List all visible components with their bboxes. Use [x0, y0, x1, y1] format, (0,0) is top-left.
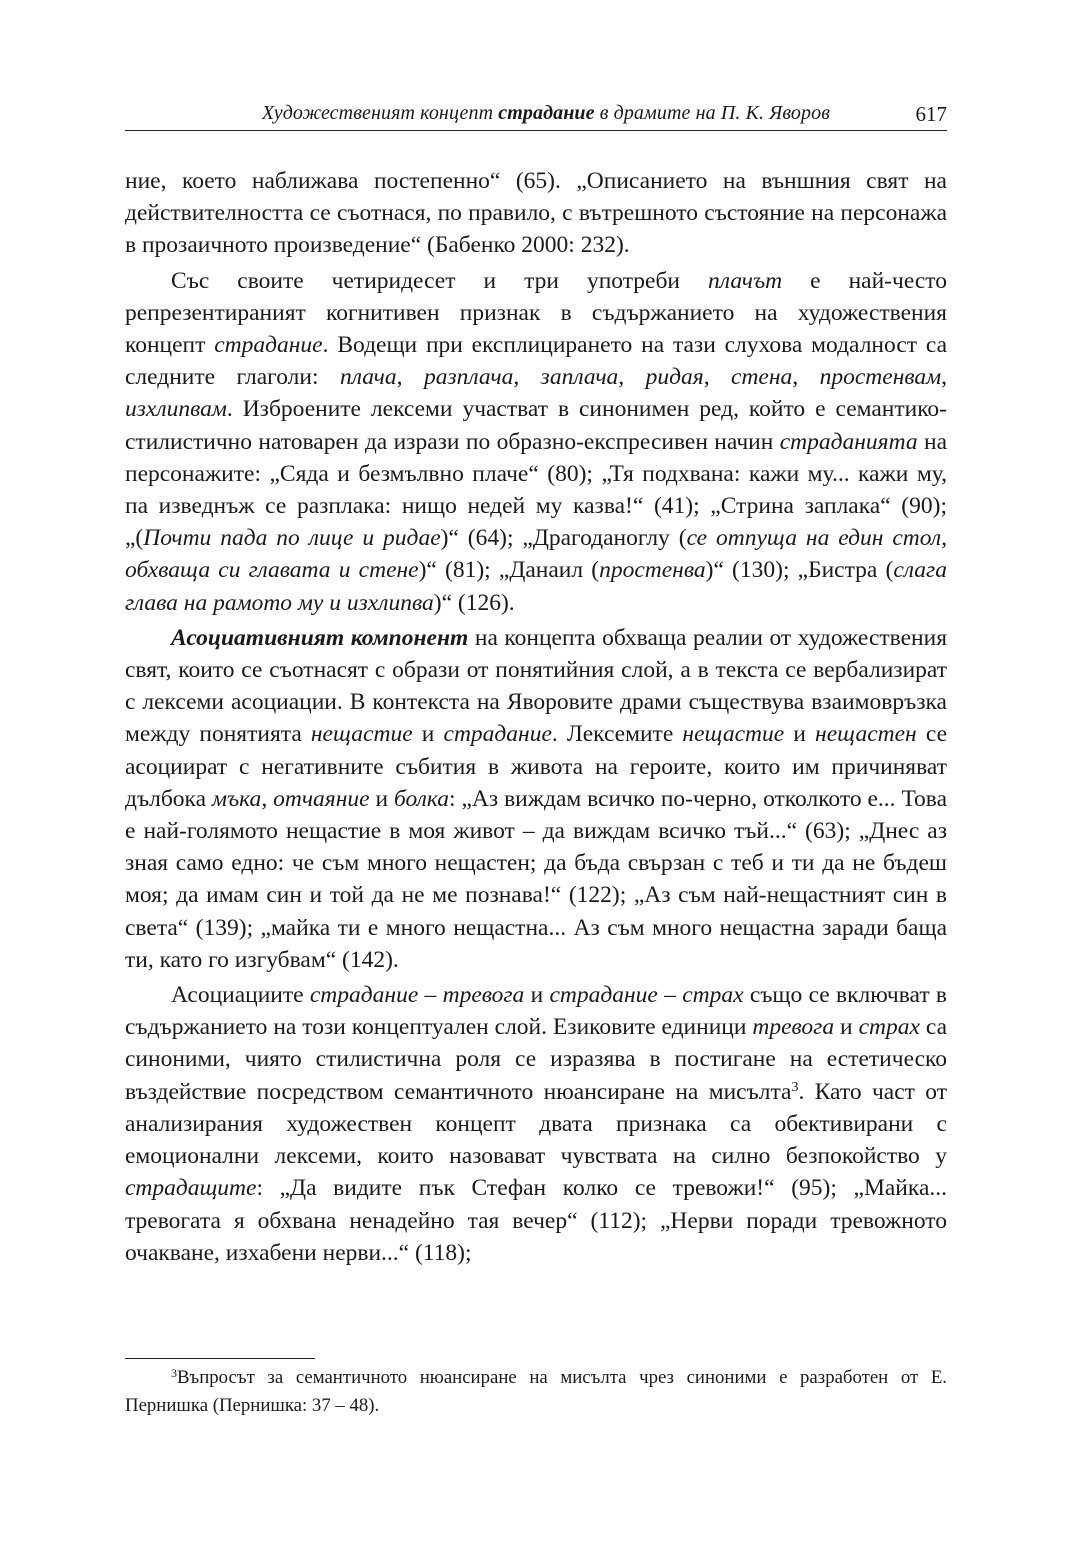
text-run: )“ (81); „Данаил (	[418, 557, 600, 584]
text-run: . Лексемите	[551, 721, 683, 748]
italic-term: плачът	[708, 267, 783, 294]
text-run: ние, което наближава постепенно“ (65). „Описанието на външния свят на действителността се съотнася, по правило, с вътрешното състояние на персонажа в прозаичното произведение“ (Бабенко 2000: 232).	[125, 168, 947, 259]
italic-term: страдание – страх	[549, 982, 744, 1009]
text-run: ,	[618, 364, 646, 391]
text-run: ,	[703, 364, 732, 391]
footnote-text: Въпросът за семантичното нюансиране на мисълта чрез синоними е разработен от Е. Пернишка (Пернишка: 37 – 48).	[125, 1367, 947, 1416]
running-title	[125, 102, 830, 125]
running-title-end: в драмите на П. К. Яворов	[594, 102, 830, 124]
italic-term: ридая	[645, 364, 704, 391]
text-run: и	[412, 721, 444, 748]
text-run: )“ (64); „Драгоданоглу (	[440, 525, 687, 552]
footnote	[125, 1364, 947, 1420]
text-run: са синоними, чиято стилистична роля се изразява в постигане на естетическо въздействие посредством семантичното нюансиране на мисълта	[125, 1014, 947, 1105]
running-title-concept: страдание	[498, 102, 595, 124]
text-run: Със своите четиридесет и три употреби	[171, 267, 709, 294]
italic-term: нещастен	[815, 721, 917, 748]
text-run: )“ (126).	[433, 589, 515, 616]
running-title-start: Художественият концепт	[261, 102, 499, 124]
italic-term: се отпуща на един стол, обхваща си главата и стене	[125, 525, 948, 584]
footnote-divider	[125, 1358, 315, 1359]
italic-term: страдание	[443, 721, 552, 748]
footnote-reference[interactable]: 3	[791, 1079, 799, 1095]
text-run: ,	[396, 364, 424, 391]
paragraph-1	[125, 165, 947, 262]
text-run: на концепта обхваща реалии от художествения свят, които се съотнасят с образи от понятийния слой, а в текста се вербализират с лексеми асоциации. В контекста на Яворовите драми съществува взаимовръзка между понятията	[125, 624, 947, 748]
text-run: и	[524, 982, 550, 1009]
text-run: ,	[513, 364, 541, 391]
text-run: и	[784, 721, 816, 748]
italic-term: страдание	[214, 332, 323, 359]
paragraph-2	[125, 265, 947, 619]
page-number: 617	[915, 102, 947, 126]
italic-term: разплача	[423, 364, 514, 391]
text-run: : „Аз виждам всичко по-черно, отколкото е... Това е най-голямото нещастие в моя живот – да виждам всичко тъй...“ (63); „Днес аз зная само едно: че съм много нещастен; да бъда свързан с теб и ти да не бъдеш моя; да имам син и той да не ме познава!“ (122); „Аз съм най-нещастният син в света“ (139); „майка ти е много нещастна... Аз съм много нещастна заради баща ти, като го изгубвам“ (142).	[125, 785, 948, 973]
italic-term: простенвам	[819, 364, 942, 391]
text-run: . Като част от анализирания художествен концепт двата признака са обективирани с емоционални лексеми, които назовават чувствата на силно безпокойство у	[125, 1078, 947, 1170]
text-run: ,	[792, 364, 820, 391]
italic-term: страх	[858, 1014, 920, 1041]
running-header	[125, 100, 947, 131]
italic-term: заплача	[540, 364, 619, 391]
italic-term: плача	[339, 364, 397, 391]
text-run: също се включват в съдържанието на този концептуален слой. Езиковите единици	[125, 982, 947, 1041]
text-run: е най-често репрезентираният когнитивен признак в съдържанието на художествения концепт	[125, 267, 947, 359]
text-run: на персонажите: „Сяда и безмълвно плаче“ (80); „Тя подхвана: кажи му... кажи му, па изведнъж се разплака: нищо недей му казва!“ (41); „Стрина заплака“ (90); „(	[125, 428, 947, 552]
body-text	[125, 165, 947, 1269]
text-run: и	[369, 785, 394, 812]
text-run: )“ (130); „Бистра (	[705, 557, 894, 584]
italic-term: нещастие	[310, 721, 413, 748]
italic-term: мъка	[211, 785, 262, 812]
text-run: се асоциират с негативните събития в живота на героите, които им причиняват дълбока	[125, 721, 947, 812]
italic-term: изхлипвам	[125, 396, 227, 423]
italic-term: страданията	[779, 428, 918, 455]
italic-term: тревога	[752, 1014, 835, 1041]
bold-italic-term: Асоциативният компонент	[171, 624, 469, 651]
italic-term: простенва	[599, 557, 706, 584]
italic-term: нещастие	[682, 721, 785, 748]
text-run: ,	[261, 785, 274, 812]
italic-term: страдащите	[125, 1175, 257, 1202]
paragraph-4	[125, 979, 947, 1269]
italic-term: стена	[731, 364, 793, 391]
italic-term: Почти пада по лице и ридае	[143, 525, 441, 552]
italic-term: слага глава на рамото му и изхлипва	[125, 557, 947, 616]
italic-term: отчаяние	[273, 785, 370, 812]
footnote-number: 3	[171, 1366, 177, 1380]
text-run: ,	[941, 364, 948, 391]
italic-term: болка	[393, 785, 450, 812]
text-run: . Изброените лексеми участват в синонимен ред, който е семантико-стилистично натоварен да изрази по образно-експресивен начин	[125, 396, 947, 455]
italic-term: страдание – тревога	[309, 982, 525, 1009]
text-run: : „Да видите пък Стефан колко се тревожи!“ (95); „Майка... тревогата я обхвана ненадейно тая вечер“ (112); „Нерви поради тревожното очакване, изхабени нерви...“ (118);	[125, 1175, 947, 1266]
text-run: . Водещи при експлицирането на тази слухова модалност са следните глаголи:	[125, 332, 948, 391]
paragraph-3	[125, 622, 947, 976]
text-run: и	[834, 1014, 859, 1041]
text-run: Асоциациите	[171, 982, 310, 1009]
